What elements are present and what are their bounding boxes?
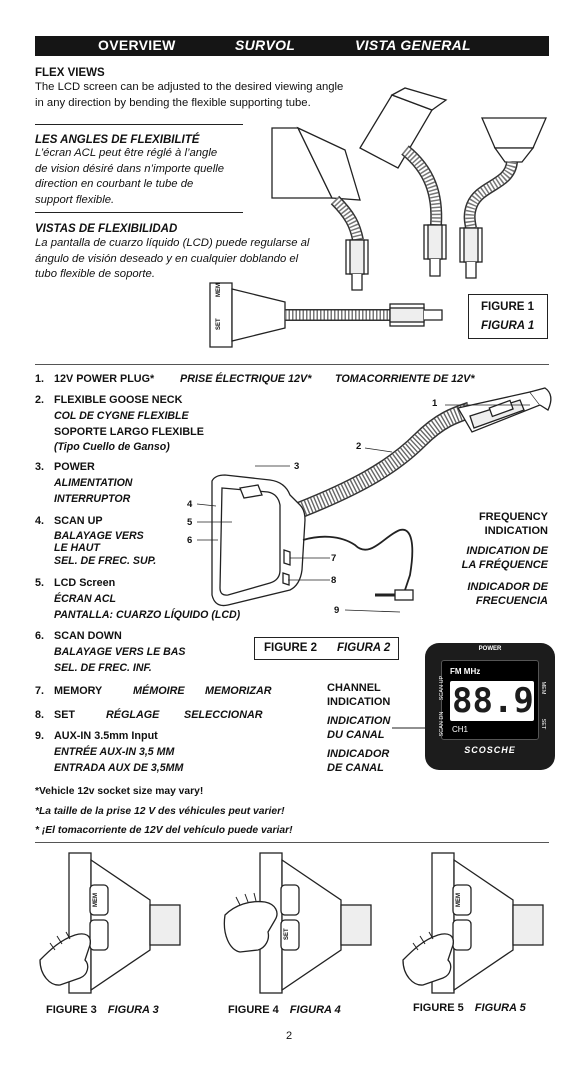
item-en: LCD Screen <box>54 577 116 589</box>
power-button-label: POWER <box>478 646 502 652</box>
caption-es: FIGURA 3 <box>107 1004 159 1016</box>
item-es: SOPORTE LARGO FLEXIBLE <box>54 425 204 438</box>
memory-button[interactable]: MEM <box>540 681 546 695</box>
text-line: L’écran ACL peut être réglé à l’angle <box>35 147 218 159</box>
caption-es: FIGURA 4 <box>289 1004 341 1016</box>
header-en: OVERVIEW <box>98 37 176 53</box>
figure5-caption <box>413 1001 526 1015</box>
text-line: direction en courbant le tube de <box>35 178 194 190</box>
item-en: SCAN DOWN <box>54 630 122 642</box>
label-line: FREQUENCY <box>478 511 548 523</box>
channel-value: CH1 <box>452 725 469 734</box>
device-label-set: SET <box>216 318 222 330</box>
item-number: 7. <box>35 685 45 697</box>
callout-7: 7 <box>331 553 337 564</box>
set-button[interactable]: SET <box>540 718 546 730</box>
callout-1: 1 <box>432 398 438 409</box>
item-fr: MÉMOIRE <box>133 685 185 697</box>
item-en: POWER <box>54 461 95 473</box>
figure2-label-es: FIGURA 2 <box>337 642 391 654</box>
figure3-caption <box>46 1003 159 1017</box>
figure1-label-es: FIGURA 1 <box>481 320 535 332</box>
item-es-note: (Tipo Cuello de Ganso) <box>54 441 170 454</box>
text-line: in any direction by bending the flexible supporting tube. <box>35 96 311 109</box>
item-es: SELECCIONAR <box>184 709 263 721</box>
flex-views-title-es: VISTAS DE FLEXIBILIDAD <box>35 223 178 235</box>
caption-es: FIGURA 5 <box>474 1002 526 1014</box>
label-line: INDICADOR <box>327 748 390 760</box>
callout-9: 9 <box>334 605 340 616</box>
item-number: 4. <box>35 515 45 527</box>
text-line: The LCD screen can be adjusted to the desired viewing angle <box>35 81 344 93</box>
footnote-fr: *La taille de la prise 12 V des véhicules peut varier! <box>35 805 285 817</box>
item-number: 6. <box>35 630 45 642</box>
item-fr: BALAYAGE VERS <box>54 529 144 542</box>
fig4-set-label: SET <box>284 928 290 940</box>
callout-8: 8 <box>331 575 337 586</box>
label-line: INDICATION DE <box>466 545 548 557</box>
caption-en: FIGURE 5 <box>413 1002 464 1014</box>
scan-up-button[interactable]: SCAN UP <box>439 675 445 701</box>
label-line: DU CANAL <box>327 729 385 741</box>
label-line: INDICATION <box>484 525 548 537</box>
item-en: 12V POWER PLUG* <box>54 373 155 385</box>
scan-down-button[interactable]: SCAN DN <box>439 711 445 737</box>
item-fr: ENTRÉE AUX-IN 3,5 MM <box>54 745 175 758</box>
label-line: CHANNEL <box>327 682 381 694</box>
item-en: SCAN UP <box>54 515 103 527</box>
item-en: AUX-IN 3.5mm Input <box>54 730 158 742</box>
text-line: de vision désiré dans n’importe quelle <box>35 162 225 175</box>
label-line: DE CANAL <box>327 762 384 774</box>
item-number: 8. <box>35 709 45 721</box>
item-number: 1. <box>35 373 45 385</box>
label-line: FRECUENCIA <box>475 595 548 607</box>
fig5-mem-label: MEM <box>456 893 462 907</box>
item-es: ENTRADA AUX DE 3,5MM <box>54 761 184 774</box>
item-number: 9. <box>35 730 45 742</box>
text-line: support flexible. <box>35 193 115 206</box>
item-en: MEMORY <box>54 685 103 697</box>
footnote-en: *Vehicle 12v socket size may vary! <box>35 786 204 797</box>
label-line: INDICADOR DE <box>467 581 548 593</box>
text-line: ángulo de visión deseado y en cualquier doblando el <box>35 252 299 265</box>
item-fr: ALIMENTATION <box>54 476 133 489</box>
item-es: INTERRUPTOR <box>54 492 131 505</box>
figure1-label-en: FIGURE 1 <box>481 301 535 313</box>
label-line: INDICATION <box>327 715 391 727</box>
callout-6: 6 <box>187 535 193 546</box>
figure4-caption <box>228 1003 341 1017</box>
item-number: 2. <box>35 394 45 406</box>
figure2-label-en: FIGURE 2 <box>264 642 318 654</box>
brand-logo: SCOSCHE <box>464 745 516 755</box>
callout-4: 4 <box>187 499 193 510</box>
caption-en: FIGURE 3 <box>46 1004 97 1016</box>
item-number: 5. <box>35 577 45 589</box>
item-es: PANTALLA: CUARZO LÍQUIDO (LCD) <box>54 608 241 621</box>
item-es: MEMORIZAR <box>205 685 272 697</box>
device-label-mem: MEM <box>216 283 222 297</box>
footnote-es: * ¡El tomacorriente de 12V del vehículo puede variar! <box>35 825 293 836</box>
item-fr: RÉGLAGE <box>106 709 160 721</box>
item-fr: LE HAUT <box>54 541 100 554</box>
header-es: VISTA GENERAL <box>355 37 471 53</box>
item-number: 3. <box>35 461 45 473</box>
label-line: INDICATION <box>327 696 391 708</box>
item-es: SEL. DE FREC. SUP. <box>54 554 157 567</box>
item-fr: BALAYAGE VERS LE BAS <box>54 645 186 658</box>
item-en: SET <box>54 709 75 721</box>
fig3-mem-label: MEM <box>93 893 99 907</box>
page-number: 2 <box>286 1030 293 1042</box>
text-line: La pantalla de cuarzo líquido (LCD) puede regularse al <box>35 237 310 249</box>
label-line: LA FRÉQUENCE <box>461 559 548 571</box>
callout-2: 2 <box>356 441 362 452</box>
flex-views-title-fr: LES ANGLES DE FLEXIBILITÉ <box>35 134 200 146</box>
header-fr: SURVOL <box>235 37 296 53</box>
caption-en: FIGURE 4 <box>228 1004 279 1016</box>
lcd-band-text: FM MHz <box>450 667 481 676</box>
item-fr: ÉCRAN ACL <box>54 592 116 605</box>
callout-3: 3 <box>294 461 300 472</box>
flex-views-title: FLEX VIEWS <box>35 67 105 79</box>
item-fr: PRISE ÉLECTRIQUE 12V* <box>180 373 312 385</box>
callout-5: 5 <box>187 517 193 528</box>
item-fr: COL DE CYGNE FLEXIBLE <box>54 409 189 422</box>
text-line: tubo flexible de soporte. <box>35 268 155 280</box>
frequency-value: 88.9 <box>452 681 534 721</box>
item-en: FLEXIBLE GOOSE NECK <box>54 394 183 406</box>
item-es: SEL. DE FREC. INF. <box>54 661 152 674</box>
item-es: TOMACORRIENTE DE 12V* <box>335 373 475 385</box>
